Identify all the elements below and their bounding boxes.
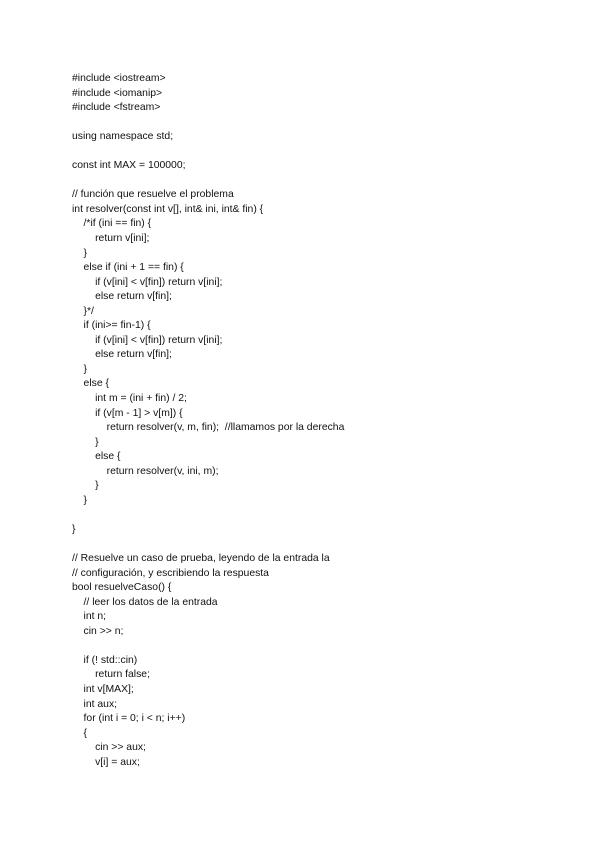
code-line: /*if (ini == fin) { <box>72 218 152 230</box>
code-line: #include <iostream> <box>72 73 166 84</box>
code-line: { <box>72 727 88 739</box>
code-line: } <box>72 436 99 448</box>
code-line: cin >> aux; <box>72 742 146 754</box>
code-line: int m = (ini + fin) / 2; <box>72 393 187 405</box>
code-line: else { <box>72 378 109 390</box>
code-line: return resolver(v, ini, m); <box>72 465 219 477</box>
code-line: if (v[m - 1] > v[m]) { <box>72 407 183 419</box>
code-line: if (! std::cin) <box>72 654 138 666</box>
code-line: } <box>72 494 88 506</box>
code-line: int n; <box>72 611 107 623</box>
code-line: int resolver(const int v[], int& ini, int& fin) { <box>72 203 264 215</box>
code-line: int aux; <box>72 698 118 710</box>
code-line: else return v[fin]; <box>72 349 172 361</box>
code-line: if (v[ini] < v[fin]) return v[ini]; <box>72 334 223 346</box>
code-line: v[i] = aux; <box>72 756 140 768</box>
code-line: cin >> n; <box>72 625 124 637</box>
code-line: bool resuelveCaso() { <box>72 582 172 594</box>
code-line: const int MAX = 100000; <box>72 160 186 172</box>
code-line: if (ini>= fin-1) { <box>72 320 151 332</box>
code-line <box>72 145 344 160</box>
code-line: using namespace std; <box>72 131 174 143</box>
code-line: } <box>72 363 88 375</box>
code-line: else if (ini + 1 == fin) { <box>72 262 184 274</box>
code-line: return v[ini]; <box>72 233 150 245</box>
code-line: return false; <box>72 669 150 681</box>
code-line <box>72 508 344 523</box>
code-line: // configuración, y escribiendo la respuesta <box>72 567 269 579</box>
code-line: else { <box>72 451 121 463</box>
code-listing <box>72 72 344 770</box>
code-line: // función que resuelve el problema <box>72 189 234 201</box>
code-line: return resolver(v, m, fin); //llamamos por la derecha <box>72 422 345 434</box>
code-line <box>72 174 344 189</box>
code-line: else return v[fin]; <box>72 291 172 303</box>
code-line: } <box>72 523 76 535</box>
code-line: }*/ <box>72 305 94 317</box>
code-line: #include <fstream> <box>72 102 161 114</box>
code-line <box>72 116 344 131</box>
code-line <box>72 538 344 553</box>
code-line: for (int i = 0; i < n; i++) <box>72 713 186 725</box>
code-line: if (v[ini] < v[fin]) return v[ini]; <box>72 276 223 288</box>
code-line <box>72 639 344 654</box>
code-line: } <box>72 247 88 259</box>
code-line: #include <iomanip> <box>72 87 163 99</box>
code-line: } <box>72 480 99 492</box>
code-line: // Resuelve un caso de prueba, leyendo de la entrada la <box>72 553 330 565</box>
code-line: int v[MAX]; <box>72 683 134 695</box>
code-line: // leer los datos de la entrada <box>72 596 218 608</box>
